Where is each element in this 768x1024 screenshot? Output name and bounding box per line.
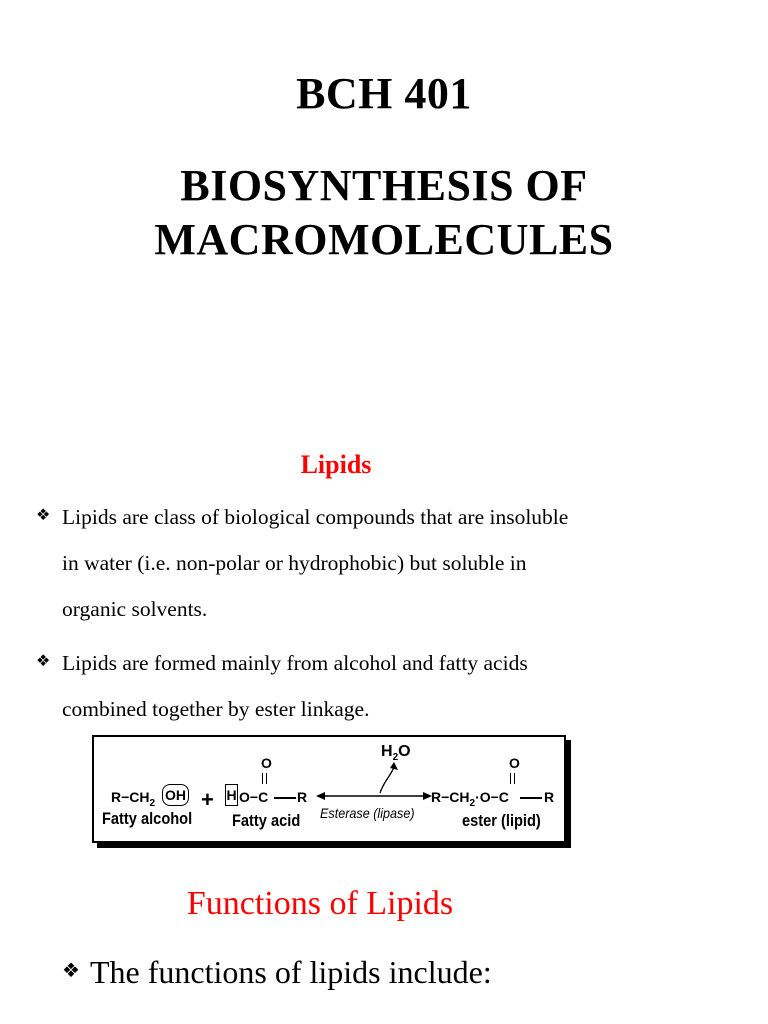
acid-double-bond-left <box>262 773 263 784</box>
ester-bond-line <box>520 797 542 799</box>
equilibrium-arrow-icon <box>314 737 434 841</box>
acid-r-group: R <box>297 789 308 805</box>
acid-bond-line <box>274 797 296 799</box>
bullet-1-line1: Lipids are class of biological compounds that are insoluble <box>62 505 569 529</box>
bullet-2-line2: combined together by ester linkage. <box>62 697 370 721</box>
acid-carbonyl-oxygen: O <box>261 755 272 771</box>
acid-hydrogen-boxed: H <box>225 784 238 806</box>
bullet-1-icon: ❖ <box>36 505 51 524</box>
course-code: BCH 401 <box>296 69 472 118</box>
plus-sign: + <box>201 787 214 812</box>
course-title-line1: BIOSYNTHESIS OF <box>180 161 588 210</box>
lipids-heading: Lipids <box>300 450 372 479</box>
bullet-2-line1: Lipids are formed mainly from alcohol and fatty acids <box>62 651 528 675</box>
hydroxyl-group-circled: OH <box>162 784 189 806</box>
functions-heading: Functions of Lipids <box>186 885 454 922</box>
label-fatty-acid: Fatty acid <box>232 811 301 830</box>
ester-double-bond-right <box>514 773 515 784</box>
ester-carbonyl-oxygen: O <box>509 755 520 771</box>
acid-carboxyl: O−C <box>239 789 269 805</box>
functions-bullet-icon: ❖ <box>62 958 80 982</box>
course-title-line2: MACROMOLECULES <box>154 215 614 264</box>
ester-r-group: R <box>544 789 555 805</box>
acid-double-bond-right <box>266 773 267 784</box>
ester-formula: $R-CH_2\cdot O-C$ <box>431 789 509 809</box>
label-fatty-alcohol: Fatty alcohol <box>102 809 193 828</box>
alcohol-formula: $R-CH_2$ <box>111 789 156 809</box>
label-ester-lipid: ester (lipid) <box>462 811 541 830</box>
ester-double-bond-left <box>510 773 511 784</box>
bullet-1-line2: in water (i.e. non-polar or hydrophobic) but soluble in <box>62 551 527 575</box>
esterification-diagram <box>92 735 566 843</box>
bullet-1-line3: organic solvents. <box>62 597 208 621</box>
water-molecule: $H_2O$ <box>381 743 411 764</box>
enzyme-label: Esterase (lipase) <box>320 805 415 821</box>
bullet-2-icon: ❖ <box>36 651 51 670</box>
functions-intro: The functions of lipids include: <box>90 954 492 990</box>
